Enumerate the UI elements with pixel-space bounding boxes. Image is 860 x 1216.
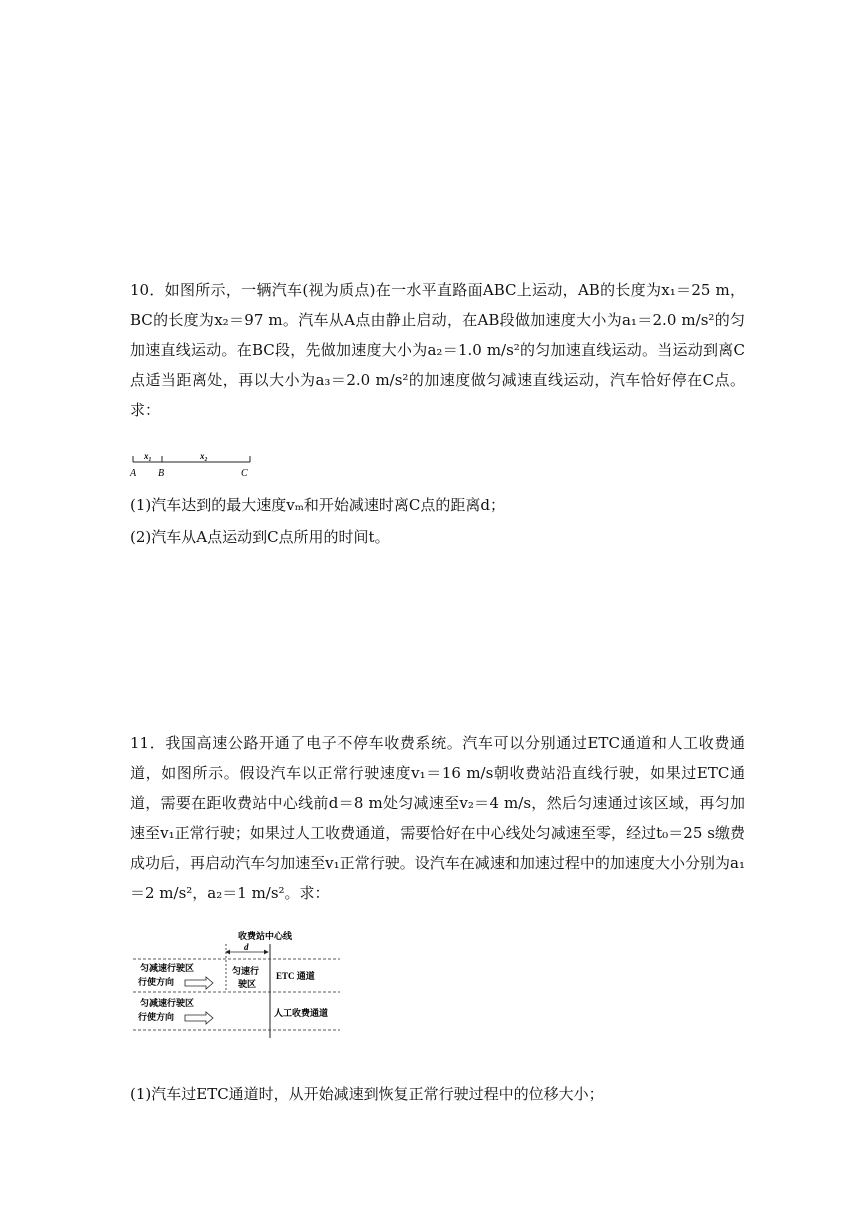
question-10-sub1: (1)汽车达到的最大速度vₘ和开始减速时离C点的距离d； <box>130 496 506 514</box>
question-10-sub2: (2)汽车从A点运动到C点所用的时间t。 <box>130 528 390 546</box>
d-label: d <box>244 942 249 952</box>
label-x1: x₁ <box>144 451 152 461</box>
const-zone-label-a: 匀速行 <box>232 966 260 976</box>
toll-station-figure <box>128 926 358 1038</box>
decel-zone-label-1: 匀减速行驶区 <box>140 963 195 973</box>
question-11-sub1: (1)汽车过ETC通道时，从开始减速到恢复正常行驶过程中的位移大小； <box>130 1085 604 1103</box>
label-c: C <box>241 468 248 479</box>
label-x2: x₂ <box>200 451 208 461</box>
direction-arrow-icon-2 <box>185 1012 213 1024</box>
question-10-text: 10．如图所示，一辆汽车(视为质点)在一水平直路面ABC上运动，AB的长度为x₁＝25 m，BC的长度为x₂＝97 m。汽车从A点由静止启动，在AB段做加速度大小为a₁＝2.0 m/s²的匀加速直线运动。在BC段，先做加速度大小为a₂＝1.0 m/s²的匀加速直线运动。当运动到离C点适当距离处，再以大小为a₃＝2.0 m/s²的加速度做匀减速直线运动，汽车恰好停在C点。求： <box>130 281 745 419</box>
const-zone-label-b: 驶区 <box>238 979 257 989</box>
manual-lane-label: 人工收费通道 <box>274 1008 329 1018</box>
etc-lane-label: ETC 通道 <box>276 971 315 981</box>
question-11-text: 11．我国高速公路开通了电子不停车收费系统。汽车可以分别通过ETC通道和人工收费通道，如图所示。假设汽车以正常行驶速度v₁＝16 m/s朝收费站沿直线行驶，如果过ETC通道，需要在距收费站中心线前d＝8 m处匀减速至v₂＝4 m/s，然后匀速通过该区域，再匀加速至v₁正常行驶；如果过人工收费通道，需要恰好在中心线处匀减速至零，经过t₀＝25 s缴费成功后，再启动汽车匀加速至v₁正常行驶。设汽车在减速和加速过程中的加速度大小分别为a₁＝2 m/s²，a₂＝1 m/s²。求： <box>130 734 745 902</box>
direction-label-2: 行使方向 <box>138 1012 175 1022</box>
direction-arrow-icon-1 <box>185 977 213 989</box>
center-line-label: 收费站中心线 <box>238 931 293 941</box>
decel-zone-label-2: 匀减速行驶区 <box>140 998 195 1008</box>
direction-label-1: 行使方向 <box>138 977 175 987</box>
label-b: B <box>158 468 165 479</box>
abc-road-figure <box>128 448 268 482</box>
label-a: A <box>130 468 137 479</box>
